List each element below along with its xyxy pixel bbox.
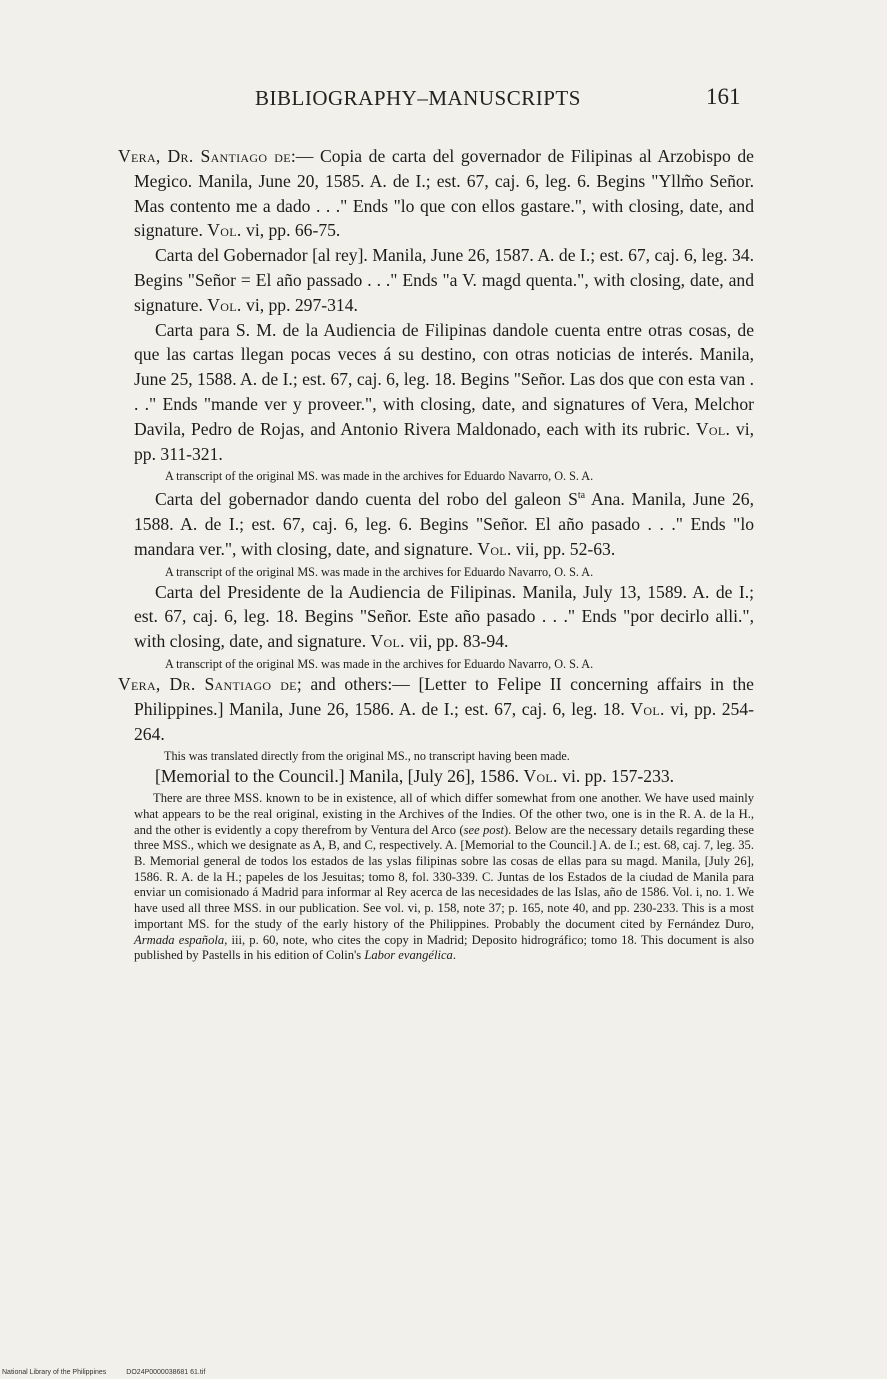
volume-reference: vii, pp. 83-94. [409, 631, 509, 652]
notes-italic-armada: Armada española [134, 932, 225, 947]
volume-reference: vi, pp. 254-264. [134, 698, 754, 744]
volume-label: Vol. [207, 294, 242, 315]
footer-library: National Library of the Philippines [2, 1369, 107, 1376]
volume-reference: vi, pp. 311-321. [134, 418, 754, 464]
entry-author-separator: :— [290, 146, 314, 166]
entry-text: [Memorial to the Council.] Manila, [July 26], 1586. [155, 766, 520, 787]
entry-text: [Letter to Felipe II concerning affairs in the Philippines.] Manila, June 26, 1586. A. de I.; est. 67, caj. 6, leg. 18. [134, 674, 754, 719]
volume-label: Vol. [477, 538, 512, 559]
page-body [118, 144, 754, 964]
entry-paragraph-carta-audiencia-1588 [118, 318, 754, 467]
superscript-abbreviation: ta [577, 490, 586, 502]
volume-reference: vii, pp. 52-63. [516, 538, 616, 559]
entry-paragraph-carta-presidente-1589 [118, 580, 754, 654]
entry-text: Copia de carta del governador de Filipinas al Arzobispo de Megico. Manila, June 20, 1585. A. de I.; est. 67, caj. 6, leg. 6. Begins "Yllm̃o Señor. Mas contento me a dado . . ." Ends "lo que con ellos gastare.", with closing, date, and signature. [134, 146, 754, 241]
volume-label: Vol. [207, 220, 242, 241]
entry-text: Carta del gobernador dando cuenta del robo del galeon S [155, 489, 578, 510]
entry-text: Carta del Presidente de la Audiencia de Filipinas. Manila, July 13, 1589. A. de I.; est. 67, caj. 6, leg. 18. Begins "Señor. Este año pasado . . ." Ends "por decirlo alli.", with closing, date, and signature. [134, 581, 754, 652]
entry-paragraph-memorial-council [118, 764, 754, 789]
notes-text: ). Below are the necessary details regarding these three MSS., which we designate as A, B, and C, respectively. A. [Memorial to the Council.] A. de I.; est. 68, caj. 7, leg. 35. B. Memorial general de todos los estados de las yslas filipinas sobre las cosas de ellas para su magd. Manila, [July 26], 1586. R. A. de la H.; papeles de los Jesuitas; tomo 8, fol. 330-339. C. Juntas de los Estados de la ciudad de Manila para enviar un comisionado á Madrid para informar al Rey acerca de las necesidades de las Islas, año de 1586. Vol. i, no. 1. We have used all three MSS. in our publication. See vol. vi, p. 158, note 37; p. 165, note 40, and pp. 230-233. This is a most important MS. for the study of the early history of the Philippines. Probably the document cited by Fernández Duro, [134, 822, 754, 931]
notes-text: There are three MSS. known to be in existence, all of which differ somewhat from one another. We have used mainly what appears to be the real original, existing in the Archives of the Indies. Of the other two, one is in the R. A. de la H., and the other is evidently a copy therefrom by Ventura del Arco ( [134, 791, 754, 837]
transcript-note: A transcript of the original MS. was made in the archives for Eduardo Navarro, O. S. A. [165, 564, 594, 579]
notes-text: , iii, p. 60, note, who cites the copy in Madrid; Deposito hidrográfico; tomo 18. This document is also published by Pastells in his edition of Colin's [134, 932, 755, 963]
entry-author: Vera, Dr. Santiago de [118, 146, 291, 166]
volume-label: Vol. [370, 631, 405, 652]
manuscript-notes [118, 791, 754, 964]
volume-label: Vol. [523, 766, 558, 787]
entry-text: Carta del Gobernador [al rey]. Manila, June 26, 1587. A. de I.; est. 67, caj. 6, leg. 34. Begins "Señor = El año passado . . ." Ends "a V. magd quenta.", with closing, date, and signature. [134, 245, 754, 315]
scan-footer [2, 1369, 225, 1376]
volume-label: Vol. [695, 418, 731, 439]
bibliography-entry-vera-2 [118, 672, 754, 746]
bibliography-entry-vera-1 [118, 144, 754, 243]
notes-italic-labor: Labor evangélica [364, 948, 453, 963]
notes-text: . [452, 948, 457, 963]
volume-reference: vi. pp. 157-233. [562, 766, 675, 787]
footer-code: DO24P0000038681 61.tif [126, 1369, 206, 1376]
entry-text: Carta para S. M. de la Audiencia de Filipinas dandole cuenta entre otras cosas, de que las cartas llegan pocas veces á su destino, con otras noticias de interés. Manila, June 25, 1588. A. de I.; est. 67, caj. 6, leg. 18. Begins "Señor. Las dos que con esta van . . ." Ends "mande ver y proveer.", with closing, date, and signatures of Vera, Melchor Davila, Pedro de Rojas, and Antonio Rivera Maldonado, each with its rubric. [134, 319, 754, 439]
transcript-note: A transcript of the original MS. was made in the archives for Eduardo Navarro, O. S. A. [165, 657, 594, 671]
volume-reference: vi, pp. 297-314. [246, 294, 358, 315]
entry-paragraph-carta-robo-galeon [118, 484, 754, 561]
volume-label: Vol. [630, 698, 665, 719]
entry-author-separator: ; and others:— [296, 674, 410, 694]
entry-paragraph-carta-gobernador-1587 [118, 243, 754, 317]
running-head: BIBLIOGRAPHY–MANUSCRIPTS [255, 86, 581, 110]
entry-author: Vera, Dr. Santiago de [118, 674, 297, 694]
notes-italic-see-post: see post [463, 822, 504, 837]
translation-note: This was translated directly from the original MS., no transcript having been made. [164, 749, 570, 764]
page-number: 161 [706, 84, 741, 109]
entry-text-continued: Ana. Manila, June 26, 1588. A. de I.; est. 67, caj. 6, leg. 6. Begins "Señor. El año pasado . . ." Ends "lo mandara ver.", with closing, date, and signature. [134, 489, 754, 559]
volume-reference: vi, pp. 66-75. [246, 220, 341, 241]
transcript-note: A transcript of the original MS. was made in the archives for Eduardo Navarro, O. S. A. [165, 469, 594, 484]
